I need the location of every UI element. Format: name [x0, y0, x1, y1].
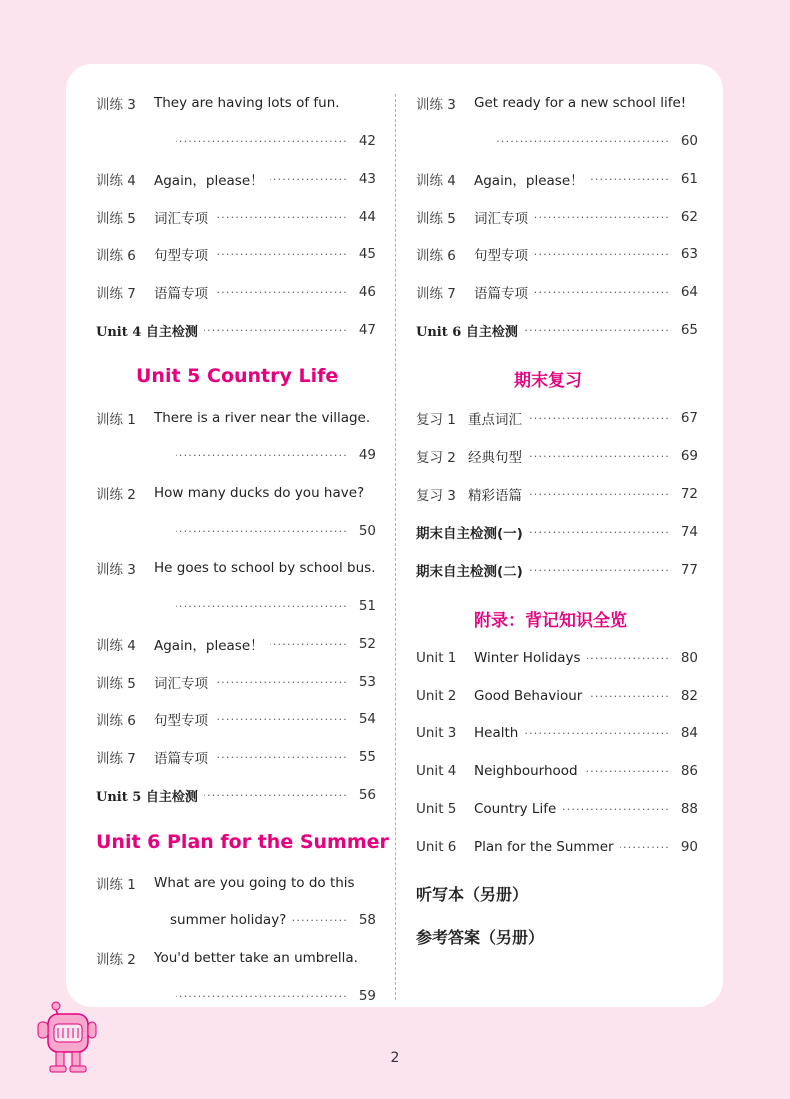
- entry-page: 56: [358, 787, 376, 803]
- toc-entry-cont[interactable]: [96, 984, 376, 1008]
- leader-dots: [588, 690, 670, 703]
- leader-dots: [528, 450, 670, 463]
- entry-page: 46: [358, 284, 376, 300]
- entry-label: 复习 1: [416, 412, 456, 428]
- entry-page: 61: [680, 171, 698, 187]
- entry-label: 训练 6: [416, 248, 456, 264]
- toc-entry[interactable]: [416, 759, 698, 783]
- entry-page: 43: [358, 171, 376, 187]
- entry-label: 训练 7: [96, 286, 136, 302]
- entry-page: 77: [680, 562, 698, 578]
- unit6-heading[interactable]: Unit 6 Plan for the Summer: [96, 831, 389, 853]
- entry-title: Country Life: [474, 801, 557, 817]
- entry-title: 语篇专项: [154, 751, 208, 767]
- entry-title: Unit 5 自主检测: [96, 789, 198, 805]
- leader-dots: [214, 286, 348, 299]
- entry-label: Unit 2: [416, 688, 457, 704]
- entry-page: 52: [358, 636, 376, 652]
- toc-entry[interactable]: [96, 556, 376, 580]
- entry-title: 句型专项: [154, 713, 208, 729]
- entry-title: 重点词汇: [468, 412, 522, 428]
- leader-dots: [214, 211, 348, 224]
- entry-page: 74: [680, 524, 698, 540]
- entry-title: He goes to school by school bus.: [154, 560, 376, 576]
- toc-entry[interactable]: [416, 91, 698, 115]
- entry-label: 复习 2: [416, 450, 456, 466]
- entry-label: 训练 4: [416, 173, 456, 189]
- final-test-entry[interactable]: [416, 520, 698, 544]
- toc-entry[interactable]: [416, 646, 698, 670]
- leader-dots: [176, 990, 348, 1003]
- entry-title: Again，please！: [154, 638, 264, 654]
- entry-title: 经典句型: [468, 450, 522, 466]
- toc-entry[interactable]: [416, 797, 698, 821]
- entry-page: 50: [358, 523, 376, 539]
- entry-title: Health: [474, 725, 519, 741]
- entry-title: How many ducks do you have?: [154, 485, 365, 501]
- entry-title: Unit 4 自主检测: [96, 324, 198, 340]
- leader-dots: [204, 324, 348, 337]
- entry-title: 参考答案（另册）: [416, 927, 545, 947]
- toc-entry[interactable]: [96, 280, 376, 304]
- entry-page: 44: [358, 209, 376, 225]
- toc-entry[interactable]: [96, 242, 376, 266]
- toc-entry-cont[interactable]: [96, 908, 376, 932]
- toc-entry[interactable]: [96, 670, 376, 694]
- dictation-book-entry[interactable]: [416, 881, 698, 905]
- entry-title: 期末自主检测(二): [416, 564, 523, 580]
- unit5-test-entry[interactable]: [96, 783, 376, 807]
- toc-entry[interactable]: [416, 444, 698, 468]
- appendix-heading[interactable]: 附录：背记知识全览: [474, 611, 627, 631]
- entry-title: 语篇专项: [154, 286, 208, 302]
- entry-page: 60: [680, 133, 698, 149]
- toc-entry-cont[interactable]: [96, 443, 376, 467]
- leader-dots: [214, 248, 348, 261]
- entry-label: 训练 5: [416, 211, 456, 227]
- toc-entry[interactable]: [96, 167, 376, 191]
- entry-title: 精彩语篇: [468, 488, 522, 504]
- toc-entry[interactable]: [96, 91, 376, 115]
- entry-page: 84: [680, 725, 698, 741]
- entry-title: 听写本（另册）: [416, 884, 529, 904]
- toc-entry[interactable]: [416, 205, 698, 229]
- entry-label: 训练 5: [96, 211, 136, 227]
- entry-page: 90: [680, 839, 698, 855]
- leader-dots: [176, 449, 348, 462]
- entry-title: You'd better take an umbrella.: [154, 950, 358, 966]
- entry-label: 复习 3: [416, 488, 456, 504]
- entry-page: 67: [680, 410, 698, 426]
- unit4-test-entry[interactable]: [96, 318, 376, 342]
- entry-label: 训练 6: [96, 713, 136, 729]
- entry-title: They are having lots of fun.: [154, 95, 340, 111]
- robot-mascot-icon: [30, 1000, 100, 1078]
- leader-dots: [270, 638, 348, 651]
- toc-entry[interactable]: [96, 406, 376, 430]
- column-divider: [395, 94, 396, 1000]
- entry-title: 句型专项: [474, 248, 528, 264]
- unit6-test-entry[interactable]: [416, 318, 698, 342]
- final-test-entry[interactable]: [416, 558, 698, 582]
- entry-page: 88: [680, 801, 698, 817]
- entry-page: 80: [680, 650, 698, 666]
- leader-dots: [534, 248, 670, 261]
- leader-dots: [534, 211, 670, 224]
- page-number: 2: [390, 1050, 400, 1066]
- leader-dots: [584, 765, 670, 778]
- toc-entry[interactable]: [416, 721, 698, 745]
- entry-label: 训练 3: [416, 97, 456, 113]
- leader-dots: [214, 713, 348, 726]
- entry-label: Unit 1: [416, 650, 457, 666]
- leader-dots: [524, 324, 670, 337]
- leader-dots: [528, 488, 670, 501]
- toc-entry[interactable]: [416, 167, 698, 191]
- entry-label: 训练 7: [96, 751, 136, 767]
- entry-label: 训练 1: [96, 877, 136, 893]
- entry-page: 59: [358, 988, 376, 1004]
- toc-entry[interactable]: [416, 280, 698, 304]
- entry-page: 65: [680, 322, 698, 338]
- entry-label: 训练 6: [96, 248, 136, 264]
- entry-title: Plan for the Summer: [474, 839, 614, 855]
- entry-title: Again，please！: [154, 173, 264, 189]
- entry-title: There is a river near the village.: [154, 410, 371, 426]
- entry-title-cont: summer holiday?: [170, 912, 287, 928]
- entry-title: 词汇专项: [474, 211, 528, 227]
- toc-entry-cont[interactable]: [96, 519, 376, 543]
- entry-page: 62: [680, 209, 698, 225]
- entry-label: 训练 2: [96, 952, 136, 968]
- entry-page: 72: [680, 486, 698, 502]
- leader-dots: [496, 135, 670, 148]
- toc-entry-cont[interactable]: [96, 129, 376, 153]
- entry-label: 训练 4: [96, 173, 136, 189]
- leader-dots: [204, 789, 348, 802]
- entry-label: 训练 7: [416, 286, 456, 302]
- entry-title: 词汇专项: [154, 676, 208, 692]
- toc-entry[interactable]: [96, 205, 376, 229]
- leader-dots: [176, 135, 348, 148]
- toc-entry[interactable]: [416, 482, 698, 506]
- toc-entry[interactable]: [416, 684, 698, 708]
- entry-page: 42: [358, 133, 376, 149]
- entry-title: Unit 6 自主检测: [416, 324, 518, 340]
- toc-entry[interactable]: [416, 242, 698, 266]
- leader-dots: [529, 526, 670, 539]
- leader-dots: [214, 676, 348, 689]
- entry-label: 训练 2: [96, 487, 136, 503]
- leader-dots: [292, 914, 348, 927]
- entry-page: 47: [358, 322, 376, 338]
- toc-entry-cont[interactable]: [96, 594, 376, 618]
- entry-label: Unit 5: [416, 801, 457, 817]
- toc-entry[interactable]: [96, 871, 376, 895]
- entry-label: Unit 4: [416, 763, 457, 779]
- entry-title: What are you going to do this: [154, 875, 355, 891]
- leader-dots: [590, 173, 670, 186]
- entry-page: 54: [358, 711, 376, 727]
- leader-dots: [270, 173, 348, 186]
- entry-label: Unit 6: [416, 839, 457, 855]
- entry-page: 58: [358, 912, 376, 928]
- entry-title: 期末自主检测(一): [416, 526, 523, 542]
- entry-page: 55: [358, 749, 376, 765]
- leader-dots: [562, 803, 670, 816]
- entry-label: 训练 3: [96, 97, 136, 113]
- entry-label: Unit 3: [416, 725, 457, 741]
- entry-label: 训练 4: [96, 638, 136, 654]
- entry-title: Neighbourhood: [474, 763, 578, 779]
- entry-page: 69: [680, 448, 698, 464]
- toc-entry-cont[interactable]: [416, 129, 698, 153]
- entry-label: 训练 5: [96, 676, 136, 692]
- toc-entry[interactable]: [96, 707, 376, 731]
- toc-entry[interactable]: [416, 835, 698, 859]
- entry-page: 45: [358, 246, 376, 262]
- toc-entry[interactable]: [416, 406, 698, 430]
- leader-dots: [214, 751, 348, 764]
- toc-entry[interactable]: [96, 481, 376, 505]
- entry-title: Again，please！: [474, 173, 584, 189]
- leader-dots: [528, 412, 670, 425]
- leader-dots: [587, 652, 670, 665]
- entry-label: 训练 1: [96, 412, 136, 428]
- unit5-heading[interactable]: Unit 5 Country Life: [136, 365, 339, 387]
- leader-dots: [529, 564, 670, 577]
- toc-entry[interactable]: [96, 946, 376, 970]
- review-heading[interactable]: 期末复习: [514, 371, 582, 391]
- leader-dots: [524, 727, 670, 740]
- entry-label: 训练 3: [96, 562, 136, 578]
- entry-page: 86: [680, 763, 698, 779]
- entry-page: 63: [680, 246, 698, 262]
- entry-title: Good Behaviour: [474, 688, 583, 704]
- entry-title: 语篇专项: [474, 286, 528, 302]
- entry-title: Get ready for a new school life!: [474, 95, 687, 111]
- entry-page: 82: [680, 688, 698, 704]
- entry-title: 句型专项: [154, 248, 208, 264]
- leader-dots: [176, 600, 348, 613]
- leader-dots: [620, 841, 670, 854]
- leader-dots: [534, 286, 670, 299]
- entry-title: 词汇专项: [154, 211, 208, 227]
- toc-entry[interactable]: [96, 745, 376, 769]
- leader-dots: [176, 525, 348, 538]
- answer-key-entry[interactable]: [416, 924, 698, 948]
- entry-title: Winter Holidays: [474, 650, 581, 666]
- entry-page: 49: [358, 447, 376, 463]
- entry-page: 51: [358, 598, 376, 614]
- entry-page: 53: [358, 674, 376, 690]
- toc-entry[interactable]: [96, 632, 376, 656]
- entry-page: 64: [680, 284, 698, 300]
